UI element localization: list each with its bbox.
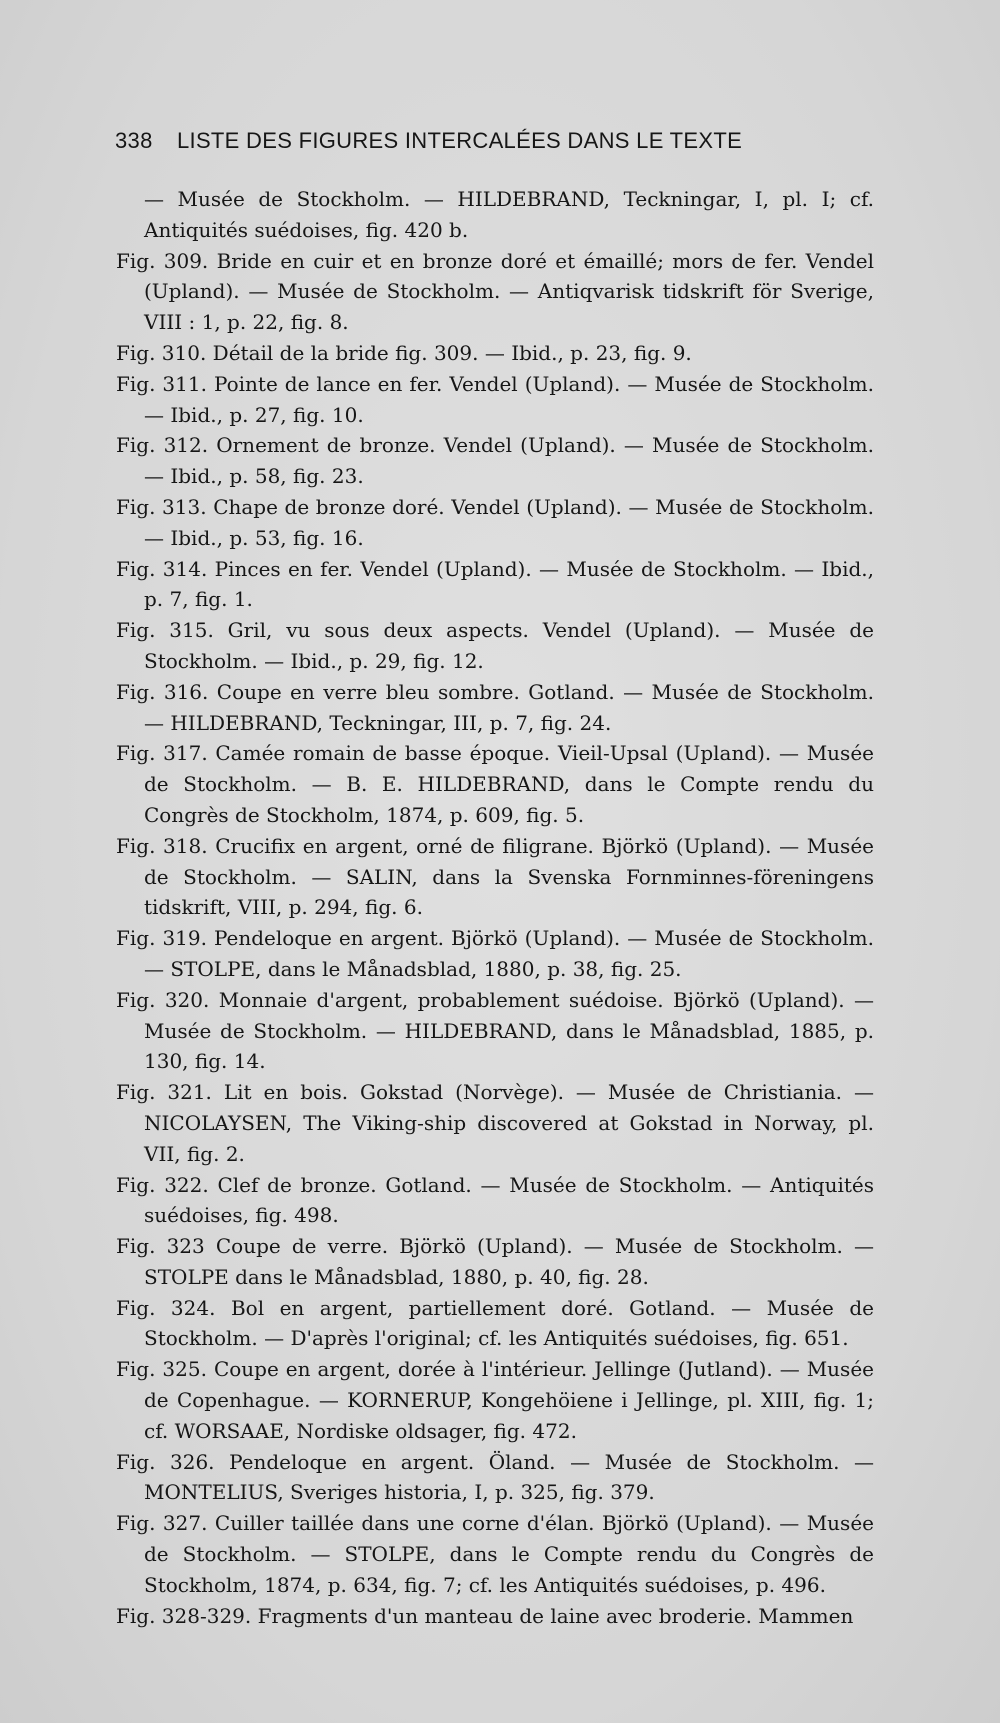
- list-item: Fig. 316. Coupe en verre bleu sombre. Gotland. — Musée de Stockholm. — HILDEBRAND, Teckningar, III, p. 7, fig. 24.: [116, 679, 874, 735]
- list-item: Fig. 311. Pointe de lance en fer. Vendel (Upland). — Musée de Stockholm. — Ibid., p. 27, fig. 10.: [116, 371, 874, 427]
- list-item: Fig. 325. Coupe en argent, dorée à l'intérieur. Jellinge (Jutland). — Musée de Copenhague. — KORNERUP, Kongehöiene i Jellinge, pl. XIII, fig. 1; cf. WORSAAE, Nordiske oldsager, fig. 472.: [116, 1357, 874, 1443]
- list-item: Fig. 322. Clef de bronze. Gotland. — Musée de Stockholm. — Antiquités suédoises, fig. 498.: [116, 1172, 874, 1228]
- list-item: Fig. 317. Camée romain de basse époque. Vieil-Upsal (Upland). — Musée de Stockholm. — B. E. HILDEBRAND, dans le Compte rendu du Congrès de Stockholm, 1874, p. 609, fig. 5.: [116, 741, 874, 827]
- figure-list: [116, 184, 874, 1631]
- list-item: Fig. 309. Bride en cuir et en bronze doré et émaillé; mors de fer. Vendel (Upland). — Musée de Stockholm. — Antiqvarisk tidskrift för Sverige, VIII : 1, p. 22, fig. 8.: [116, 248, 874, 335]
- list-item: Fig. 314. Pinces en fer. Vendel (Upland). — Musée de Stockholm. — Ibid., p. 7, fig. 1.: [116, 556, 874, 612]
- list-item: Fig. 313. Chape de bronze doré. Vendel (Upland). — Musée de Stockholm. — Ibid., p. 53, fig. 16.: [116, 494, 874, 550]
- list-item: Fig. 320. Monnaie d'argent, probablement suédoise. Björkö (Upland). — Musée de Stockholm. — HILDEBRAND, dans le Månadsblad, 1885, p. 130, fig. 14.: [116, 987, 874, 1074]
- running-header: [115, 128, 875, 154]
- list-item: Fig. 323 Coupe de verre. Björkö (Upland). — Musée de Stockholm. — STOLPE dans le Månadsblad, 1880, p. 40, fig. 28.: [116, 1234, 874, 1289]
- list-item: Fig. 318. Crucifix en argent, orné de filigrane. Björkö (Upland). — Musée de Stockholm. — SALIN, dans la Svenska Fornminnes-föreningens tidskrift, VIII, p. 294, fig. 6.: [116, 833, 874, 920]
- list-item: Fig. 321. Lit en bois. Gokstad (Norvège). — Musée de Christiania. — NICOLAYSEN, The Viking-ship discovered at Gokstad in Norway, pl. VII, fig. 2.: [116, 1080, 874, 1166]
- list-item: Fig. 319. Pendeloque en argent. Björkö (Upland). — Musée de Stockholm. — STOLPE, dans le Månadsblad, 1880, p. 38, fig. 25.: [116, 926, 874, 981]
- list-item: Fig. 324. Bol en argent, partiellement doré. Gotland. — Musée de Stockholm. — D'après l'original; cf. les Antiquités suédoises, fig. 651.: [116, 1295, 874, 1351]
- list-item: Fig. 326. Pendeloque en argent. Öland. — Musée de Stockholm. — MONTELIUS, Sveriges historia, I, p. 325, fig. 379.: [116, 1449, 874, 1505]
- list-item: Fig. 312. Ornement de bronze. Vendel (Upland). — Musée de Stockholm. — Ibid., p. 58, fig. 23.: [116, 433, 874, 489]
- list-item: Fig. 315. Gril, vu sous deux aspects. Vendel (Upland). — Musée de Stockholm. — Ibid., p. 29, fig. 12.: [116, 618, 874, 673]
- page-number: 338: [115, 128, 153, 153]
- list-item: — Musée de Stockholm. — HILDEBRAND, Teckningar, I, pl. I; cf. Antiquités suédoises, fig. 420 b.: [144, 187, 874, 242]
- list-item: Fig. 327. Cuiller taillée dans une corne d'élan. Björkö (Upland). — Musée de Stockholm. — STOLPE, dans le Compte rendu du Congrès de Stockholm, 1874, p. 634, fig. 7; cf. les Antiquités suédoises, p. 496.: [116, 1511, 874, 1597]
- list-item: Fig. 328-329. Fragments d'un manteau de laine avec broderie. Mammen: [116, 1603, 854, 1628]
- list-item: Fig. 310. Détail de la bride fig. 309. — Ibid., p. 23, fig. 9.: [116, 340, 692, 365]
- running-title: LISTE DES FIGURES INTERCALÉES DANS LE TEXTE: [177, 128, 743, 153]
